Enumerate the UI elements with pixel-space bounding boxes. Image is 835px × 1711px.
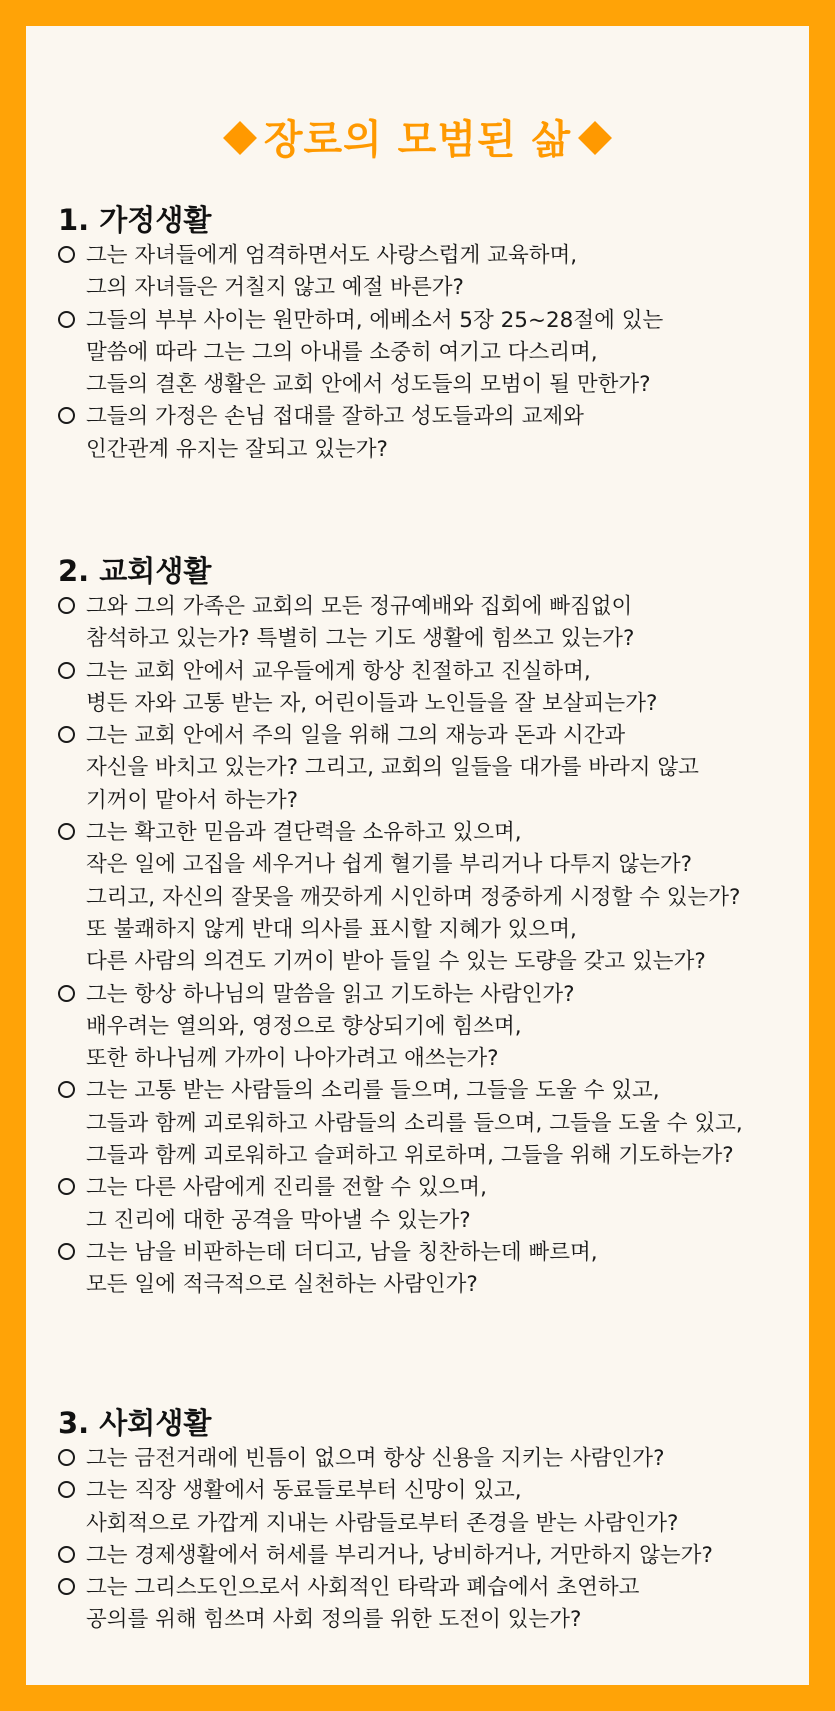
item-line: 그와 그의 가족은 교회의 모든 정규예배와 집회에 빠짐없이 <box>86 594 633 619</box>
item-line: 그는 자녀들에게 엄격하면서도 사랑스럽게 교육하며, <box>86 243 578 268</box>
list-item <box>58 1475 713 1540</box>
section-social-life <box>58 1403 713 1637</box>
list-item <box>58 591 743 656</box>
list-item <box>58 1172 743 1237</box>
circle-bullet-icon <box>58 1081 75 1098</box>
item-line: 참석하고 있는가? 특별히 그는 기도 생활에 힘쓰고 있는가? <box>86 626 635 652</box>
list-item <box>58 656 743 721</box>
circle-bullet-icon <box>58 407 75 424</box>
item-line: 그는 확고한 믿음과 결단력을 소유하고 있으며, <box>86 820 522 846</box>
list-item <box>58 1540 713 1572</box>
circle-bullet-icon <box>58 1178 75 1195</box>
item-line: 그의 자녀들은 거칠지 않고 예절 바른가? <box>86 275 464 301</box>
item-line: 사회적으로 가깝게 지내는 사람들로부터 존경을 받는 사람인가? <box>86 1510 679 1536</box>
list-item <box>58 1075 743 1172</box>
item-line: 다른 사람의 의견도 기꺼이 받아 들일 수 있는 도량을 갖고 있는가? <box>86 949 706 975</box>
content-card <box>26 26 809 1685</box>
list-item <box>58 720 743 817</box>
section-church-life <box>58 551 743 1302</box>
list-item <box>58 1572 713 1637</box>
section-heading: 1. 가정생활 <box>58 203 212 237</box>
item-line: 모든 일에 적극적으로 실천하는 사람인가? <box>86 1272 478 1298</box>
circle-bullet-icon <box>58 823 75 840</box>
circle-bullet-icon <box>58 597 75 614</box>
item-line: 그는 항상 하나님의 말씀을 읽고 기도하는 사람인가? <box>86 981 575 1007</box>
list-item <box>58 817 743 978</box>
item-line: 작은 일에 고집을 세우거나 쉽게 혈기를 부리거나 다투지 않는가? <box>86 852 693 878</box>
item-line: 또한 하나님께 가까이 나아가려고 애쓰는가? <box>86 1046 499 1072</box>
section-home-life <box>58 200 663 466</box>
section-heading: 2. 교회생활 <box>58 554 212 588</box>
item-line: 그들의 부부 사이는 원만하며, 에베소서 5장 25~28절에 있는 <box>86 307 664 333</box>
circle-bullet-icon <box>58 1243 75 1260</box>
circle-bullet-icon <box>58 246 75 263</box>
item-line: 그는 다른 사람에게 진리를 전할 수 있으며, <box>86 1175 487 1201</box>
circle-bullet-icon <box>58 985 75 1002</box>
section-heading: 3. 사회생활 <box>58 1406 212 1440</box>
diamond-icon <box>578 121 612 155</box>
item-line: 그 진리에 대한 공격을 막아낼 수 있는가? <box>86 1207 471 1233</box>
item-line: 공의를 위해 힘쓰며 사회 정의를 위한 도전이 있는가? <box>86 1607 582 1633</box>
diamond-icon <box>223 121 257 155</box>
circle-bullet-icon <box>58 1578 75 1595</box>
item-line: 말씀에 따라 그는 그의 아내를 소중히 여기고 다스리며, <box>86 339 598 365</box>
item-line: 그리고, 자신의 잘못을 깨끗하게 시인하며 정중하게 시정할 수 있는가? <box>86 884 741 910</box>
item-line: 배우려는 열의와, 영정으로 향상되기에 힘쓰며, <box>86 1013 522 1039</box>
item-line: 그들과 함께 괴로워하고 슬퍼하고 위로하며, 그들을 위해 기도하는가? <box>86 1143 734 1169</box>
item-line: 그는 교회 안에서 주의 일을 위해 그의 재능과 돈과 시간과 <box>86 723 626 749</box>
item-line: 그는 남을 비판하는데 더디고, 남을 칭찬하는데 빠르며, <box>86 1239 598 1265</box>
circle-bullet-icon <box>58 726 75 743</box>
item-line: 그는 그리스도인으로서 사회적인 타락과 폐습에서 초연하고 <box>86 1575 640 1601</box>
item-line: 인간관계 유지는 잘되고 있는가? <box>86 436 388 462</box>
list-item <box>58 1443 713 1475</box>
item-line: 그는 교회 안에서 교우들에게 항상 친절하고 진실하며, <box>86 658 591 684</box>
item-line: 그는 고통 받는 사람들의 소리를 들으며, 그들을 도울 수 있고, <box>86 1078 660 1104</box>
item-line: 그들과 함께 괴로워하고 사람들의 소리를 들으며, 그들을 도울 수 있고, <box>86 1110 743 1136</box>
item-line: 병든 자와 고통 받는 자, 어린이들과 노인들을 잘 보살피는가? <box>86 690 658 716</box>
circle-bullet-icon <box>58 1449 75 1466</box>
page-title-text: 장로의 모범된 삶 <box>263 117 572 163</box>
list-item <box>58 305 663 402</box>
circle-bullet-icon <box>58 311 75 328</box>
item-line: 기꺼이 맡아서 하는가? <box>86 787 299 813</box>
circle-bullet-icon <box>58 662 75 679</box>
item-line: 그는 경제생활에서 허세를 부리거나, 낭비하거나, 거만하지 않는가? <box>86 1542 713 1568</box>
circle-bullet-icon <box>58 1481 75 1498</box>
list-item <box>58 1237 743 1302</box>
circle-bullet-icon <box>58 1546 75 1563</box>
item-line: 그들의 결혼 생활은 교회 안에서 성도들의 모범이 될 만한가? <box>86 372 651 398</box>
page-title <box>26 112 809 168</box>
list-item <box>58 979 743 1076</box>
item-line: 그들의 가정은 손님 접대를 잘하고 성도들과의 교제와 <box>86 404 584 430</box>
list-item <box>58 240 663 305</box>
item-line: 그는 직장 생활에서 동료들로부터 신망이 있고, <box>86 1478 522 1504</box>
list-item <box>58 401 663 466</box>
item-line: 그는 금전거래에 빈틈이 없으며 항상 신용을 지키는 사람인가? <box>86 1446 665 1471</box>
item-line: 또 불쾌하지 않게 반대 의사를 표시할 지혜가 있으며, <box>86 916 577 942</box>
item-line: 자신을 바치고 있는가? 그리고, 교회의 일들을 대가를 바라지 않고 <box>86 755 699 781</box>
